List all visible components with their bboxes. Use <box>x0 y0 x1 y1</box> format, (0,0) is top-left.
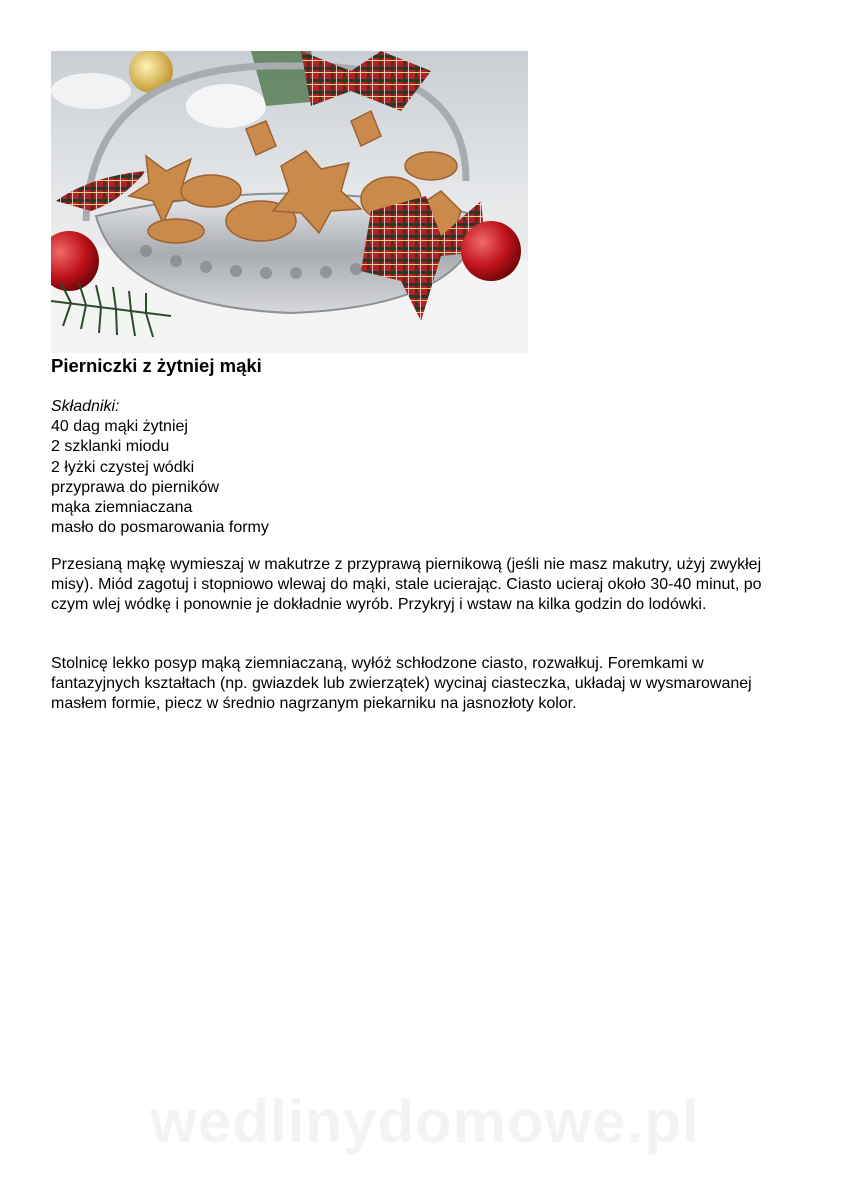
ingredient-item: przyprawa do pierników <box>51 478 220 496</box>
recipe-photo <box>51 51 528 353</box>
preparation-paragraph: Przesianą mąkę wymieszaj w makutrze z przyprawą piernikową (jeśli nie masz makutry, użyj zwykłej misy). Miód zagotuj i stopniowo wlewaj do mąki, stale ucierając. Ciasto ucieraj około 30-40 minut, po czym wlej wódkę i ponownie je dokładnie wyrób. Przykryj i wstaw na kilka godzin do lodówki. <box>51 556 762 613</box>
ingredient-item: 2 łyżki czystej wódki <box>51 458 195 476</box>
watermark: wedlinydomowe.pl <box>150 1088 700 1155</box>
recipe-title: Pierniczki z żytniej mąki <box>51 355 262 376</box>
ingredient-item: 2 szklanki miodu <box>51 438 170 456</box>
ingredient-item: 40 dag mąki żytniej <box>51 418 188 436</box>
ingredient-item: masło do posmarowania formy <box>51 519 269 537</box>
ingredients-label: Składniki: <box>51 398 120 415</box>
baking-paragraph: Stolnicę lekko posyp mąką ziemniaczaną, wyłóż schłodzone ciasto, rozwałkuj. Foremkami w fantazyjnych kształtach (np. gwiazdek lub zwierzątek) wycinaj ciasteczka, układaj w wysmarowanej masłem formie, piecz w średnio nagrzanym piekarniku na jasnozłoty kolor. <box>51 655 752 712</box>
ingredients-list <box>51 397 269 538</box>
ingredient-item: mąka ziemniaczana <box>51 499 193 517</box>
